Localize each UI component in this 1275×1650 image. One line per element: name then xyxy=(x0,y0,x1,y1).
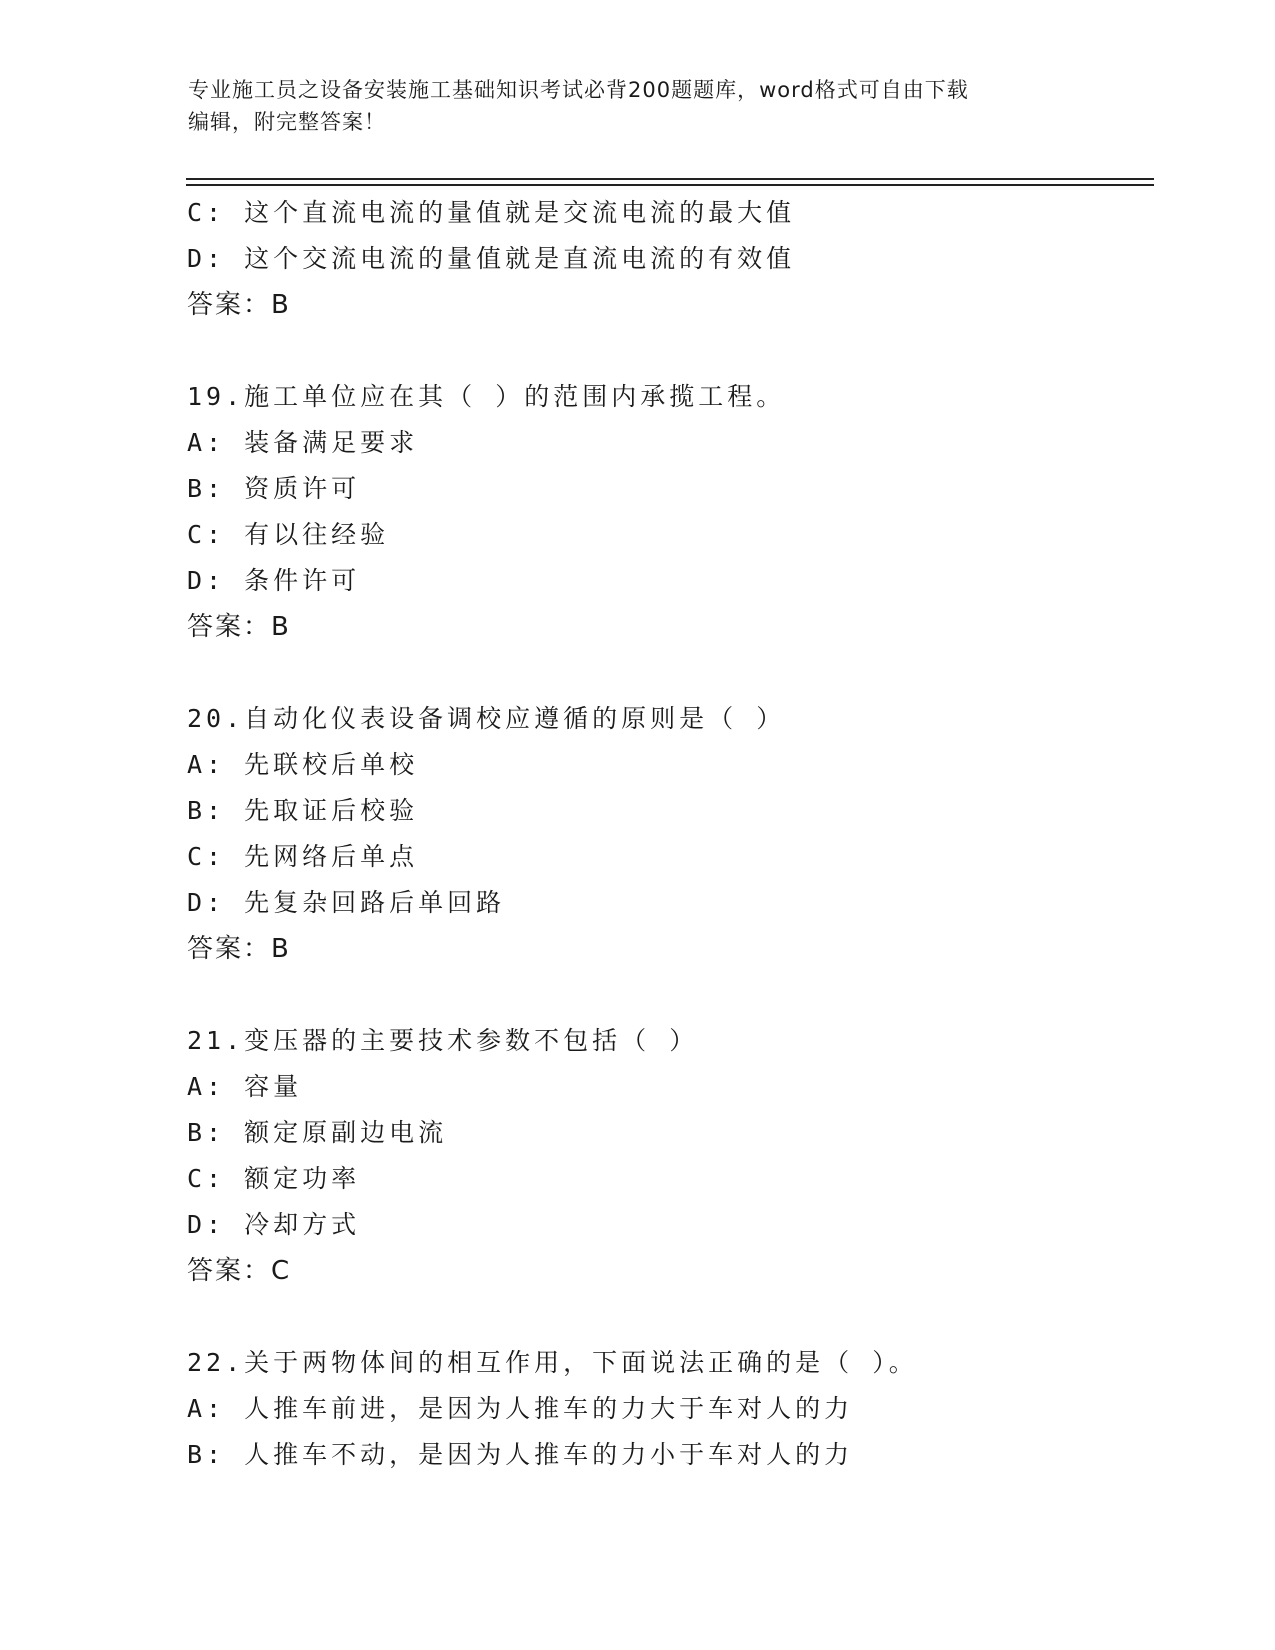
option-c: C: 有以往经验 xyxy=(187,520,390,549)
question-stem: 22.关于两物体间的相互作用，下面说法正确的是（ ）。 xyxy=(187,1348,918,1377)
option-d: D: 这个交流电流的量值就是直流电流的有效值 xyxy=(187,244,796,273)
document-header xyxy=(188,74,1068,138)
option-c: C: 先网络后单点 xyxy=(187,842,419,871)
option-a: A: 先联校后单校 xyxy=(187,750,419,779)
option-b: B: 先取证后校验 xyxy=(187,796,419,825)
answer: 答案：B xyxy=(187,612,291,642)
option-a: A: 容量 xyxy=(187,1072,303,1101)
option-b: B: 额定原副边电流 xyxy=(187,1118,448,1147)
question-stem: 20.自动化仪表设备调校应遵循的原则是（ ） xyxy=(187,704,786,733)
header-divider-top xyxy=(186,178,1154,180)
question-stem: 19.施工单位应在其（ ）的范围内承揽工程。 xyxy=(187,382,786,411)
question-22 xyxy=(187,1340,1147,1478)
option-b: B: 资质许可 xyxy=(187,474,361,503)
question-20 xyxy=(187,696,1147,972)
question-stem: 21.变压器的主要技术参数不包括（ ） xyxy=(187,1026,699,1055)
option-c: C: 这个直流电流的量值就是交流电流的最大值 xyxy=(187,198,796,227)
header-line-2: 编辑，附完整答案！ xyxy=(188,110,386,134)
header-divider-bottom xyxy=(186,184,1154,186)
answer: 答案：B xyxy=(187,290,291,320)
option-a: A: 装备满足要求 xyxy=(187,428,419,457)
option-a: A: 人推车前进，是因为人推车的力大于车对人的力 xyxy=(187,1394,854,1423)
answer: 答案：C xyxy=(187,1256,292,1286)
option-b: B: 人推车不动，是因为人推车的力小于车对人的力 xyxy=(187,1440,854,1469)
header-line-1: 专业施工员之设备安装施工基础知识考试必背200题题库，word格式可自由下载 xyxy=(188,78,969,102)
option-d: D: 条件许可 xyxy=(187,566,361,595)
option-d: D: 先复杂回路后单回路 xyxy=(187,888,506,917)
option-d: D: 冷却方式 xyxy=(187,1210,361,1239)
question-list xyxy=(187,190,1147,1478)
answer: 答案：B xyxy=(187,934,291,964)
question-19 xyxy=(187,374,1147,650)
question-21 xyxy=(187,1018,1147,1294)
option-c: C: 额定功率 xyxy=(187,1164,361,1193)
question-18-continued xyxy=(187,190,1147,328)
